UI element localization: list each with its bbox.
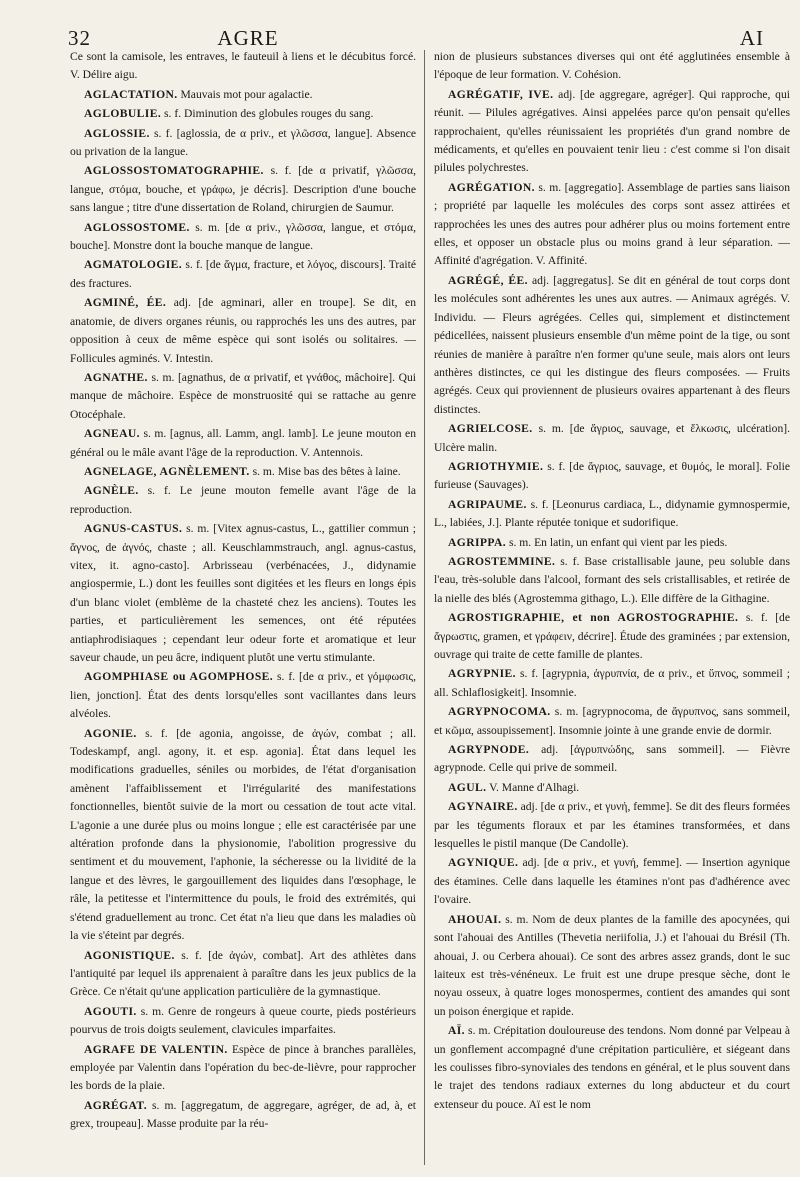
entry-definition: s. f. [Leonurus cardiaca, L., didynamie gymnospermie, L., labiées, J.]. Plante réputée tonique et sudorifique. [434,497,790,530]
entry-definition: s. m. En latin, un enfant qui vient par les pieds. [506,535,728,549]
entry-headword: AGUL. [448,780,487,794]
dictionary-entry [70,105,416,123]
entry-headword: AGNATHE. [84,370,148,384]
entry-headword: AGNELAGE, AGNÈLEMENT. [84,464,250,478]
entry-headword: AHOUAI. [448,912,502,926]
dictionary-entry [70,947,416,1002]
entry-headword: AGRÉGÉ, ÉE. [448,273,528,287]
dictionary-entry [70,1041,416,1096]
dictionary-entry [434,911,790,1021]
entry-definition: s. m. [agnathus, de α privatif, et γνάθος, mâchoire]. Qui manque de mâchoire. Espèce de monstruosité qui se rattache au genre Otocéphale. [70,370,416,421]
entry-headword: AGLOBULIE. [84,107,162,121]
dictionary-entry [434,1022,790,1114]
entry-headword: AGRIPAUME. [448,497,527,511]
entry-headword: AGOMPHIASE ou AGOMPHOSE. [84,670,274,684]
entry-headword: AGYNIQUE. [448,856,519,870]
entry-definition: s. f. [de ἀγών, combat]. Art des athlètes dans l'antiquité par lequel ils apprenaient à paraître dans les jeux publics de la Grèce. Ce n'était qu'une application particulière de la gymnastique. [70,948,416,999]
dictionary-entry [434,798,790,853]
entry-definition: s. f. [aglossia, de α priv., et γλῶσσα, langue]. Absence ou privation de la langue. [70,126,416,159]
entry-headword: AGLOSSIE. [84,126,150,140]
dictionary-entry [434,496,790,533]
entry-headword: AGRÉGATION. [448,180,535,194]
entry-definition: s. m. [Vitex agnus-castus, L., gattilier commun ; ἄγνος, de ἁγνός, chaste ; all. Keuschlammstrauch, angl. agnus-castus, vitex, it. agno-casto]. Arbrisseau (verbénacées, J., didynamie angiospermie, L.) dont les feuilles sont digitées et les fleurs en longs épis d'un blanc violet (emblème de la chasteté chez les anciens). Toutes les parties, et particulièrement les semences, ont été réputées antiaphrodisiaques ; cependant leur odeur forte et aromatique et leur saveur chaude, un peu âcre, indiquent plutôt une vertu stimulante. [70,522,416,664]
dictionary-entry [434,272,790,419]
entry-headword: AGLOSSOSTOME. [84,220,190,234]
dictionary-entry [70,162,416,217]
entry-definition: adj. [de agminari, aller en troupe]. Se dit, en anatomie, de divers organes réunis, ou rapprochés les uns des autres, par opposition à ceux de même espèce qui sont isolés ou solitaires. — Follicules agminés. V. Intestin. [70,296,416,365]
entry-definition: s. m. Genre de rongeurs à queue courte, pieds postérieurs pourvus de trois doigts seulement, clavicules imparfaites. [70,1004,416,1037]
right-column [434,48,790,1166]
entry-definition: s. m. Crépitation douloureuse des tendons. Nom donné par Velpeau à un gonflement accompagné d'une crépitation particulière, et siégeant dans les coulisses fibro-synoviales des tendons en général, et le plus souvent dans le trajet des tendons radiaux externes du long abducteur et du court extenseur du pouce. Aï est le nom [434,1024,790,1111]
dictionary-entry [434,703,790,740]
entry-headword: AGONIE. [84,726,137,740]
entry-headword: AGRÉGATIF, IVE. [448,87,554,101]
dictionary-entry [70,48,416,85]
dictionary-entry [70,1003,416,1040]
entry-definition: s. f. Le jeune mouton femelle avant l'âge de la reproduction. [70,484,416,516]
entry-definition: s. f. Base cristallisable jaune, peu soluble dans l'eau, très-soluble dans l'alcool, formant des sels cristallisables, et retirée de la nielle des blés (Agrostemma githago, L.). Elle diffère de la Githagine. [434,554,790,605]
dictionary-entry [70,219,416,256]
entry-definition: s. m. [aggregatio]. Assemblage de parties sans liaison ; propriété par laquelle les molécules des corps sont assez attirées et rapprochées les unes des autres pour adhérer plus ou moins fortement entre elles, et opposer un obstacle plus ou moins grand à leur séparation. — Affinité d'agrégation. V. Affinité. [434,180,790,268]
entry-definition: s. f. [de ἄγριος, sauvage, et θυμός, le moral]. Folie furieuse (Sauvages). [434,459,790,492]
entry-definition: Espèce de pince à branches parallèles, employée par Valentin dans l'opération du bec-de-lièvre, pour rapprocher les bords de la plaie. [70,1042,416,1093]
dictionary-entry [434,553,790,608]
entry-headword: AGNEAU. [84,427,140,441]
entry-definition: s. f. [de ἄγρωστις, gramen, et γράφειν, décrire]. Étude des graminées ; par extension, ouvrage qui traite de cette famille de plantes. [434,611,790,661]
entry-headword: AGONISTIQUE. [84,948,175,962]
entry-definition: s. m. Mise bas des bêtes à laine. [249,464,401,478]
entry-definition: nion de plusieurs substances diverses qui ont été agglutinées ensemble à l'époque de leur formation. V. Cohésion. [434,50,790,82]
entry-definition: s. f. [agrypnia, ἀγρυπνία, de α priv., et ὕπνος, sommeil ; all. Schlaflosigkeit]. Insomnie. [434,667,790,699]
dictionary-entry [434,854,790,909]
entry-definition: Mauvais mot pour agalactie. [177,87,313,101]
page-number: 32 [68,26,91,50]
dictionary-entry [70,369,416,424]
dictionary-entry [70,425,416,462]
entry-headword: AGRAFE DE VALENTIN. [84,1042,228,1056]
entry-definition: s. m. Nom de deux plantes de la famille des apocynées, qui sont l'ahouai des Antilles (Thevetia neriifolia, J.) et l'ahouai du Brésil (Th. ahouai, J. ou Cerbera ahouai). Ce sont des arbres assez grands, dont le suc laiteux est très-vénéneux. Le fruit est une drupe presque sèche, dont le noyau osseux, à quatre loges monospermes, contient des amandes qui sont un poison énergique et rapide. [434,912,790,1018]
entry-definition: adj. [ἀγρυπνώδης, sans sommeil]. — Fièvre agrypnode. Celle qui prive de sommeil. [434,743,790,775]
entry-headword: AGLOSSOSTOMATOGRAPHIE. [84,164,264,178]
dictionary-entry [70,482,416,519]
dictionary-entry [434,420,790,457]
entry-definition: adj. [aggregatus]. Se dit en général de tout corps dont les molécules sont adhérentes les unes aux autres. — Animaux agrégés. V. Individu. — Fleurs agrégées. Celles qui, simplement et distinctement pédicellées, naissent plusieurs ensemble d'un même point de la tige, ou sont réunies de manière à paraître n'en former qu'une seule, mais alors ont leurs anthères distinctes, ce qui les distingue des fleurs composées. — Fruits agrégés. Ceux qui proviennent de plusieurs ovaires appartenant à des fleurs distinctes. [434,273,790,416]
dictionary-entry [70,86,416,104]
entry-headword: AGNÈLE. [84,484,139,498]
entry-headword: AGLACTATION. [84,87,178,101]
entry-definition: s. m. [de α priv., γλῶσσα, langue, et στόμα, bouche]. Monstre dont la bouche manque de langue. [70,220,416,253]
entry-headword: AGMINÉ, ÉE. [84,296,167,310]
entry-definition: s. m. [de ἄγριος, sauvage, et ἕλκωσις, ulcération]. Ulcère malin. [434,422,790,454]
dictionary-entry [70,463,416,481]
entry-headword: AGRYPNOCOMA. [448,705,551,719]
dictionary-entry [434,609,790,664]
entry-headword: AGROSTIGRAPHIE, et non AGROSTOGRAPHIE. [448,611,739,625]
dictionary-entry [70,294,416,368]
dictionary-entry [434,779,790,797]
entry-headword: AGROSTEMMINE. [448,554,556,568]
dictionary-entry [434,179,790,271]
dictionary-entry [434,48,790,85]
dictionary-entry [434,741,790,778]
page-header [68,26,786,48]
dictionary-entry [70,125,416,162]
entry-definition: V. Manne d'Alhagi. [486,780,580,794]
entry-definition: s. f. [de agonia, angoisse, de ἀγών, combat ; all. Todeskampf, angl. agony, it. et esp. agonia]. État dans lequel les modifications graduelles, séniles ou morbides, de l'état d'organisation amènent l'affaiblissement et l'irrégularité des manifestations fonctionnelles, bientôt suivie de la mort ou cessation de tout acte vital. L'agonie a une durée plus ou moins longue ; elle est caractérisée par une altération profonde dans la physionomie, l'abolition progressive du sentiment et du mouvement, l'aphonie, la sécheresse ou la lividité de la langue et des lèvres, le gargouillement des liquides dans l'œsophage, le râle, la petitesse et l'intermittence du pouls, le froid des extrémités, qui s'étend graduellement au tronc. Cet état n'a lieu que dans les maladies où la vie s'éteint par degrés. [70,726,416,943]
left-column [70,48,416,1166]
entry-headword: AGRIOTHYMIE. [448,459,544,473]
entry-definition: adj. [de aggregare, agréger]. Qui rapproche, qui réunit. — Pilules agrégatives. Ainsi appelées parce qu'on pensait qu'elles rapprochaient, qu'elles réunissaient les propriétés d'un grand nombre de médicaments, et qu'elles en pouvaient tenir lieu : c'est comme si l'on disait pilules polychrestes. [434,87,790,175]
entry-headword: AGNUS-CASTUS. [84,522,183,536]
entry-headword: AGRYPNODE. [448,743,530,757]
entry-headword: AGRIELCOSE. [448,422,533,436]
dictionary-entry [434,534,790,552]
dictionary-entry [434,458,790,495]
entry-headword: AÏ. [448,1024,465,1038]
entry-definition: s. f. [de α privatif, γλῶσσα, langue, στόμα, bouche, et γράφω, je décris]. Description d'une bouche sans langue ; titre d'une dissertation de Roland, chirurgien de Saumur. [70,164,416,215]
entry-headword: AGOUTI. [84,1004,137,1018]
entry-definition: s. f. [de α priv., et γόμφωσις, lien, jonction]. État des dents lorsqu'elles sont vacillantes dans leurs alvéoles. [70,670,416,721]
column-divider [424,50,425,1165]
entry-headword: AGRYPNIE. [448,667,516,681]
right-running-head: AI [739,26,764,50]
dictionary-entry [70,668,416,723]
entry-definition: adj. [de α priv., et γυνή, femme]. — Insertion agynique des étamines. Celle dans laquelle les étamines n'ont pas d'adhérence avec l'ovaire. [434,856,790,907]
entry-definition: adj. [de α priv., et γυνή, femme]. Se dit des fleurs formées par les téguments floraux et par les étamines transformées, et dans lesquelles le pistil manque (De Candolle). [434,800,790,851]
dictionary-entry [70,256,416,293]
entry-definition: s. m. [aggregatum, de aggregare, agréger, de ad, à, et grex, troupeau]. Masse produite par la réu- [70,1098,416,1131]
entry-definition: s. f. Diminution des globules rouges du sang. [161,107,374,121]
dictionary-entry [434,665,790,702]
entry-headword: AGRIPPA. [448,535,507,549]
dictionary-entry [70,725,416,946]
entry-definition: Ce sont la camisole, les entraves, le fauteuil à liens et le décubitus forcé. V. Délire aigu. [70,50,416,82]
dictionary-entry [70,1097,416,1134]
entry-headword: AGRÉGAT. [84,1098,147,1112]
entry-headword: AGMATOLOGIE. [84,258,183,272]
entry-headword: AGYNAIRE. [448,800,518,814]
dictionary-entry [434,86,790,178]
left-running-head: AGRE [217,26,279,50]
dictionary-entry [70,520,416,667]
entry-definition: s. m. [agrypnocoma, de ἄγρυπνος, sans sommeil, et κῶμα, assoupissement]. Insomnie jointe à une grande envie de dormir. [434,705,790,737]
entry-definition: s. f. [de ἄγμα, fracture, et λόγος, discours]. Traité des fractures. [70,258,416,290]
entry-definition: s. m. [agnus, all. Lamm, angl. lamb]. Le jeune mouton en général ou le mâle avant l'âge de la reproduction. V. Antennois. [70,427,416,459]
